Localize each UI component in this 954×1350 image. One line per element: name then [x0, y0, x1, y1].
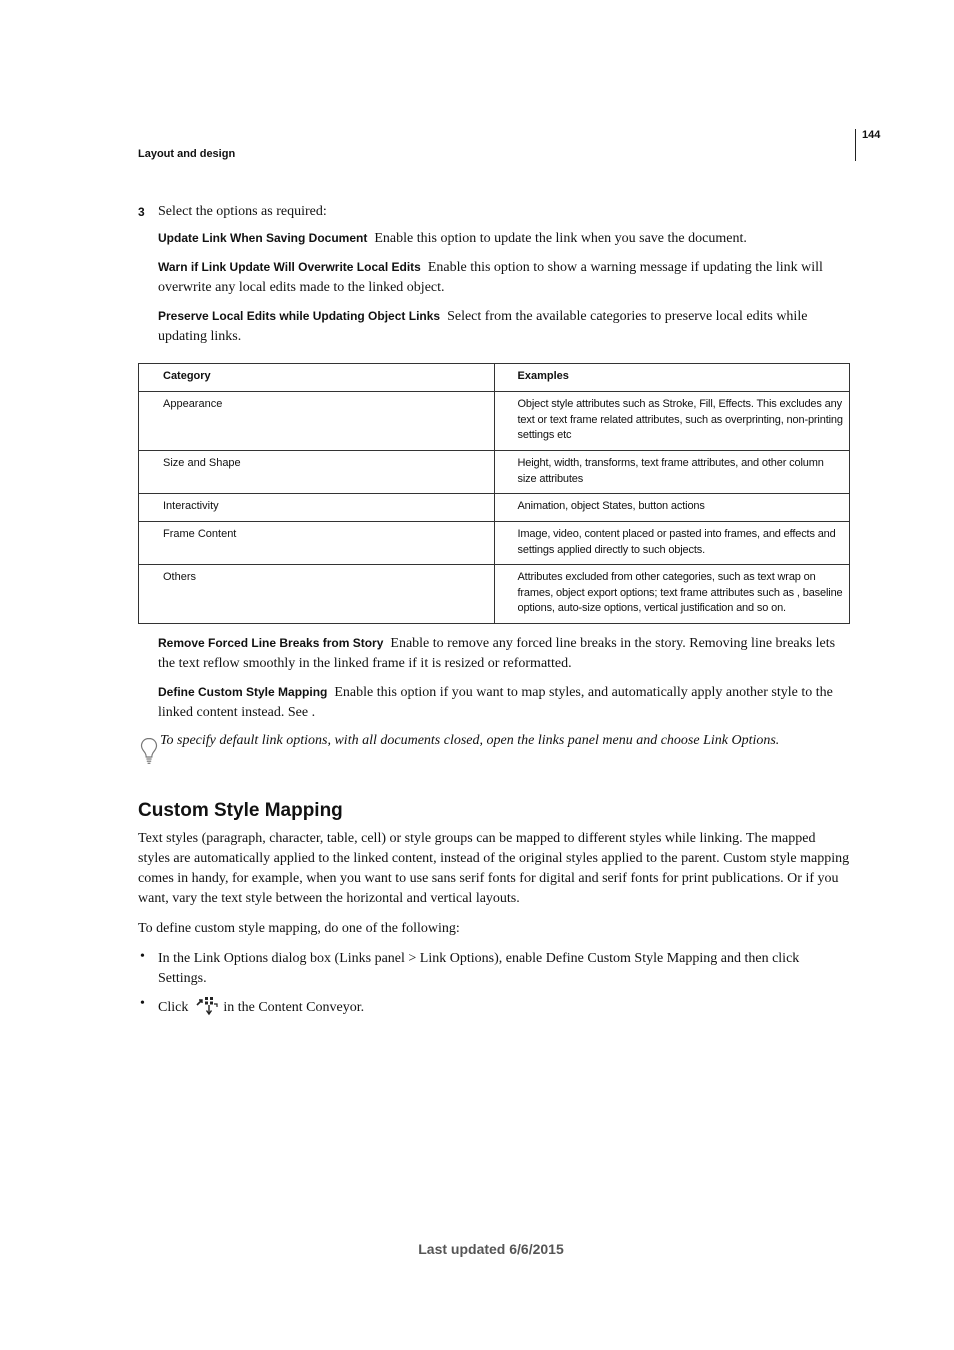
- option-term: Preserve Local Edits while Updating Object Links: [158, 309, 441, 323]
- table-cell-examples: Attributes excluded from other categories, such as text wrap on frames, object export options; text frame attributes such as , baseline options, auto-size options, vertical justification and so on.: [494, 565, 850, 624]
- section-paragraph: To define custom style mapping, do one of the following:: [138, 921, 460, 936]
- bullet-glyph: •: [140, 996, 145, 1011]
- category-table: [138, 363, 850, 624]
- section-header: Layout and design: [138, 148, 236, 160]
- table-row: [139, 451, 850, 494]
- bullet-item: [158, 996, 850, 1018]
- table-row: [139, 565, 850, 624]
- section-paragraph: Text styles (paragraph, character, table, cell) or style groups can be mapped to different styles while linking. The mapped styles are automatically applied to the linked content, instead of the original styles applied to the parent. Custom style mapping comes in handy, for example, when you want to use sans serif fonts for digital and serif fonts for print publications. Or if you want, vary the text style between the horizontal and vertical layouts.: [138, 831, 850, 906]
- option-update-link: [158, 228, 850, 249]
- option-term: Update Link When Saving Document: [158, 231, 368, 245]
- option-term: Define Custom Style Mapping: [158, 685, 328, 699]
- table-cell-examples: Image, video, content placed or pasted into frames, and effects and settings applied directly to such objects.: [494, 522, 850, 565]
- step-text: Select the options as required:: [158, 204, 327, 219]
- table-cell-category: Interactivity: [139, 494, 495, 522]
- bullet-text-suffix: in the Content Conveyor.: [223, 1000, 365, 1015]
- option-term: Warn if Link Update Will Overwrite Local Edits: [158, 260, 421, 274]
- option-desc: Select from the available categories to preserve local edits while updating links.: [158, 309, 808, 344]
- option-desc: Enable to remove any forced line breaks in the story. Removing line breaks lets the text reflow smoothly in the linked frame if it is resized or reformatted.: [158, 636, 836, 671]
- style-mapping-icon: [196, 996, 218, 1016]
- table-cell-category: Frame Content: [139, 522, 495, 565]
- bullet-text-prefix: Click: [158, 1000, 189, 1015]
- column-header-examples: Examples: [494, 364, 850, 392]
- option-remove-line-breaks: [158, 633, 850, 674]
- table-cell-examples: Object style attributes such as Stroke, Fill, Effects. This excludes any text or text frame related attributes, such as overprinting, non-printing settings etc: [494, 392, 850, 451]
- table-cell-examples: Animation, object States, button actions: [494, 494, 850, 522]
- table-cell-examples: Height, width, transforms, text frame attributes, and other column size attributes: [494, 451, 850, 494]
- lightbulb-icon: [140, 737, 158, 765]
- option-desc: Enable this option to update the link when you save the document.: [374, 231, 747, 246]
- step-number: 3: [138, 205, 145, 219]
- option-term: Remove Forced Line Breaks from Story: [158, 636, 384, 650]
- bullet-glyph: •: [140, 949, 145, 964]
- section-heading: Custom Style Mapping: [138, 800, 343, 821]
- table-cell-category: Appearance: [139, 392, 495, 451]
- option-custom-style-mapping: [158, 682, 850, 723]
- option-desc: Enable this option to show a warning message if updating the link will overwrite any local edits made to the linked object.: [158, 260, 823, 295]
- header-rule: [855, 129, 856, 161]
- tip-text: To specify default link options, with all documents closed, open the links panel menu and choose Link Options.: [160, 733, 780, 748]
- page-number: 144: [862, 129, 881, 141]
- footer-last-updated: Last updated 6/6/2015: [418, 1241, 564, 1257]
- bullet-item: In the Link Options dialog box (Links panel > Link Options), enable Define Custom Style Mapping and then click Settings.: [158, 951, 800, 986]
- table-row: [139, 522, 850, 565]
- table-row: [139, 494, 850, 522]
- option-desc: Enable this option if you want to map styles, and automatically apply another style to the linked content instead. See .: [158, 685, 833, 720]
- table-cell-category: Size and Shape: [139, 451, 495, 494]
- option-preserve-edits: [158, 306, 850, 347]
- column-header-category: Category: [139, 364, 495, 392]
- table-header-row: [139, 364, 850, 392]
- table-row: [139, 392, 850, 451]
- table-cell-category: Others: [139, 565, 495, 624]
- option-warn-overwrite: [158, 257, 850, 298]
